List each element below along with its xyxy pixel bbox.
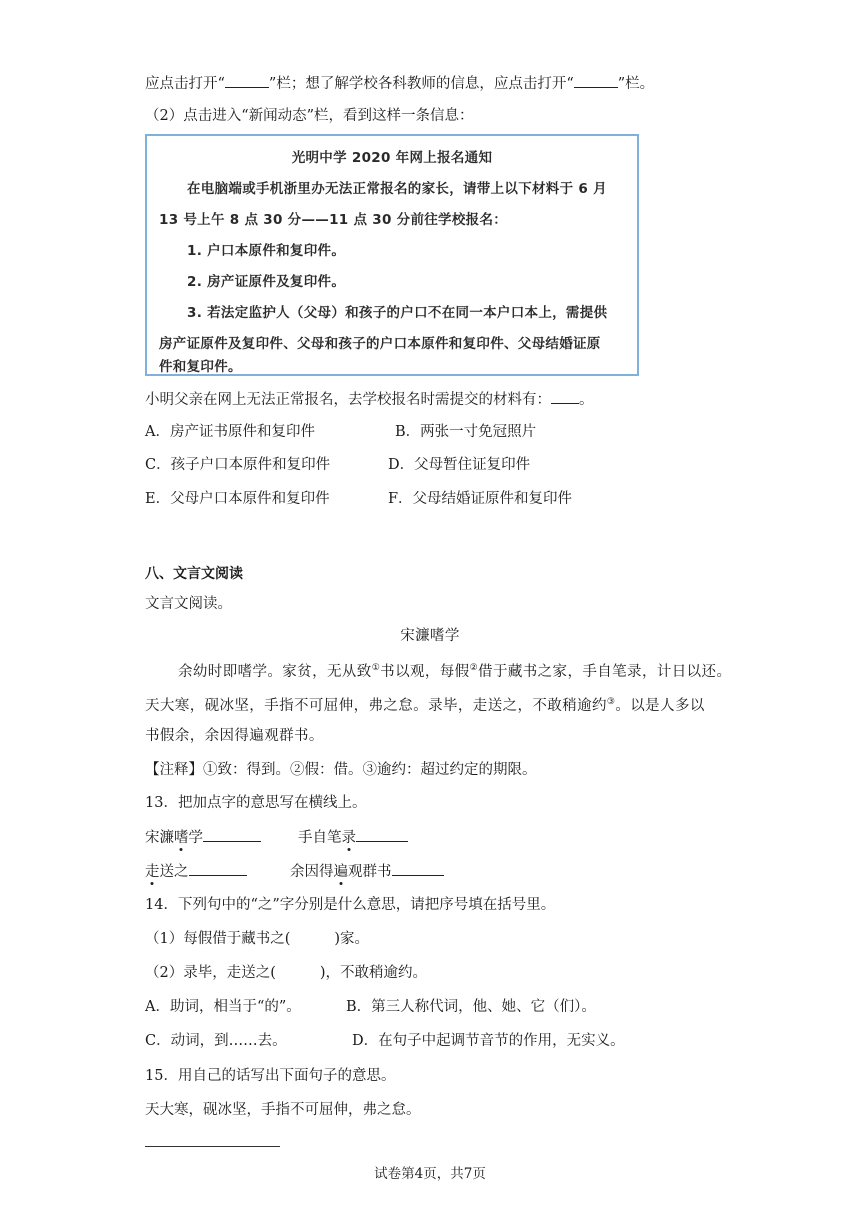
q13-stem: 13．把加点字的意思写在横线上。 [145,795,367,811]
dotted-char: 录 [341,830,356,846]
notice-item: 3. 若法定监护人（父母）和孩子的户口不在同一本户口本上，需提供 [187,305,608,321]
question-line-2: （2）点击进入“新闻动态”栏，看到这样一条信息： [145,108,474,124]
poem-line-3: 书假余，余因得遍观群书。 [145,728,324,744]
page-footer: 试卷第4页，共7页 [374,1166,486,1182]
answer-line[interactable] [145,1146,280,1147]
q13-item-d: 余因得遍观群书 [290,860,444,882]
annotation-note: 【注释】①致：得到。②假：借。③逾约：超过约定的期限。 [145,762,537,778]
answer-blank[interactable] [392,860,444,876]
notice-paragraph: 13 号上午 8 点 30 分——11 点 30 分前往学校报名： [159,212,508,228]
q13-item-b: 手自笔录 [298,826,408,848]
option-e[interactable]: E．父母户口本原件和复印件 [145,491,330,507]
q13-item-a: 宋濂嗜学 [145,826,261,848]
q14-stem: 14．下列句中的“之”字分别是什么意思，请把序号填在括号里。 [145,897,556,913]
section-title: 八、文言文阅读 [145,566,243,582]
q15-stem: 15．用自己的话写出下面句子的意思。 [145,1068,396,1084]
dotted-char: 走 [145,864,160,880]
q14-sentence-1: （1）每假借于藏书之( )家。 [145,931,370,947]
option-a[interactable]: A．房产证书原件和复印件 [145,424,315,440]
q15-sentence: 天大寒，砚冰坚，手指不可屈伸，弗之怠。 [145,1102,421,1118]
option-f[interactable]: F．父母结婚证原件和复印件 [388,491,573,507]
q14-sentence-2: （2）录毕，走送之( )，不敢稍逾约。 [145,965,428,981]
q14-option-b[interactable]: B．第三人称代词，他、她、它（们）。 [346,999,596,1015]
notice-item: 件和复印件。 [159,359,242,375]
q14-option-d[interactable]: D．在句子中起调节音节的作用，无实义。 [352,1033,625,1049]
answer-blank[interactable] [189,860,247,876]
answer-blank[interactable] [203,826,261,842]
poem-title: 宋濂嗜学 [400,628,460,644]
question-line-1: 应点击打开“ ”栏；想了解学校各科教师的信息，应点击打开“ ”栏。 [145,72,654,94]
answer-blank[interactable] [225,72,269,88]
section-intro: 文言文阅读。 [145,596,232,612]
q14-option-c[interactable]: C．动词，到……去。 [145,1033,287,1049]
notice-title: 光明中学 2020 年网上报名通知 [291,150,493,166]
answer-blank[interactable] [551,388,579,404]
notice-item: 2. 房产证原件及复印件。 [187,274,346,290]
option-c[interactable]: C．孩子户口本原件和复印件 [145,457,331,473]
poem-line-2: 天大寒，砚冰坚，手指不可屈伸，弗之怠。录毕，走送之，不敢稍逾约③。以是人多以 [145,697,705,714]
materials-question: 小明父亲在网上无法正常报名，去学校报名时需提交的材料有： 。 [145,388,594,410]
option-d[interactable]: D．父母暂住证复印件 [388,457,531,473]
answer-blank[interactable] [574,72,618,88]
dotted-char: 遍 [333,864,348,880]
option-b[interactable]: B．两张一寸免冠照片 [395,424,537,440]
dotted-char: 嗜 [174,830,189,846]
q14-option-a[interactable]: A．助词，相当于“的”。 [145,999,301,1015]
q13-item-c: 走送之 [145,860,247,882]
notice-item: 房产证原件及复印件、父母和孩子的户口本原件和复印件、父母结婚证原 [159,336,601,352]
notice-paragraph: 在电脑端或手机浙里办无法正常报名的家长，请带上以下材料于 6 月 [187,181,607,197]
answer-blank[interactable] [356,826,408,842]
notice-box [145,134,639,376]
poem-line-1: 余幼时即嗜学。家贫，无从致①书以观，每假②借于藏书之家，手自笔录，计日以还。 [178,663,732,680]
notice-item: 1. 户口本原件和复印件。 [187,243,346,259]
